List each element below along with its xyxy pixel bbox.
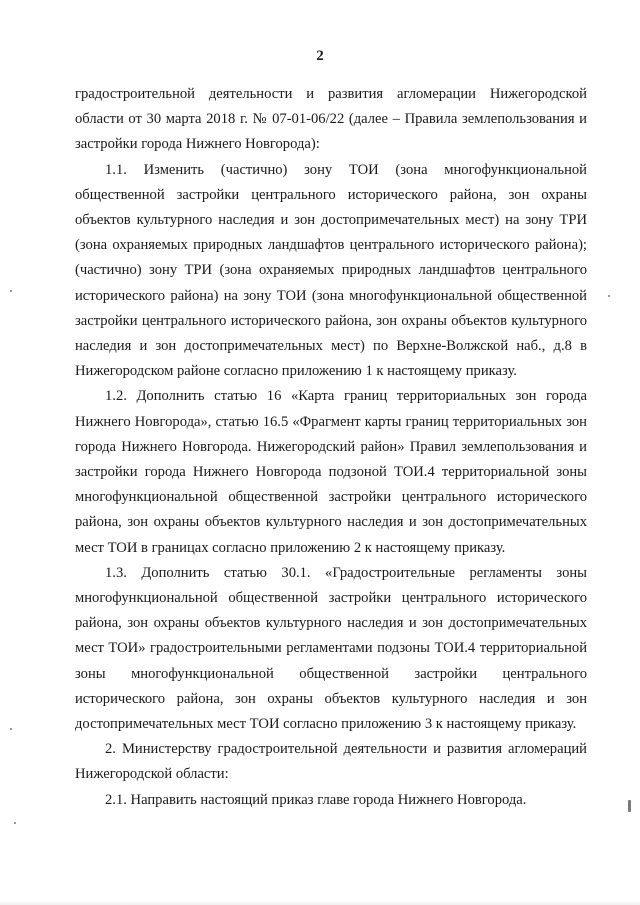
scan-speck: [10, 728, 12, 730]
scan-speck: [608, 295, 610, 297]
paragraph-1-1: 1.1. Изменить (частично) зону ТОИ (зона многофункциональной общественной застройки центрального исторического района, зон охраны объектов культурного наследия и зон достопримечательных мест) на зону ТРИ (зона охраняемых природных ландшафтов центрального исторического района); (частично) зону ТРИ (зона охраняемых природных ландшафтов центрального исторического района) на зону ТОИ (зона многофункциональной общественной застройки центрального исторического района, зон охраны объектов культурного наследия и зон достопримечательных мест) по Верхне-Волжской наб., д.8 в Нижегородском районе согласно приложению 1 к настоящему приказу.: [75, 161, 587, 380]
scan-speck: [14, 822, 16, 824]
scan-speck: [628, 800, 631, 812]
document-body: [75, 82, 587, 813]
paragraph-2-1: 2.1. Направить настоящий приказ главе города Нижнего Новгорода.: [105, 791, 527, 808]
scan-speck: [10, 290, 12, 292]
paragraph-1-3: 1.3. Дополнить статью 30.1. «Градостроительные регламенты зоны многофункциональной общественной застройки центрального исторического района, зон охраны объектов культурного наследия и зон достопримечательных мест ТОИ» градостроительными регламентами подзоны ТОИ.4 территориальной зоны многофункциональной общественной застройки центрального исторического района, зон охраны объектов культурного наследия и зон достопримечательных мест ТОИ согласно приложению 3 к настоящему приказу.: [75, 564, 587, 733]
paragraph-1-2: 1.2. Дополнить статью 16 «Карта границ территориальных зон города Нижнего Новгорода», статью 16.5 «Фрагмент карты границ территориальных зон города Нижнего Новгорода. Нижегородский район» Правил землепользования и застройки города Нижнего Новгорода подзоной ТОИ.4 территориальной зоны многофункциональной общественной застройки центрального исторического района, зон охраны объектов культурного наследия и зон достопримечательных мест ТОИ в границах согласно приложению 2 к настоящему приказу.: [75, 388, 587, 556]
scan-bottom-edge: [0, 900, 640, 905]
paragraph-2: 2. Министерству градостроительной деятельности и развития агломераций Нижегородской области:: [75, 741, 587, 783]
page-number: 2: [316, 48, 324, 64]
paragraph-intro-continuation: градостроительной деятельности и развития агломерации Нижегородской области от 30 марта 2018 г. № 07-01-06/22 (далее – Правила землепользования и застройки города Нижнего Новгорода):: [75, 86, 587, 153]
